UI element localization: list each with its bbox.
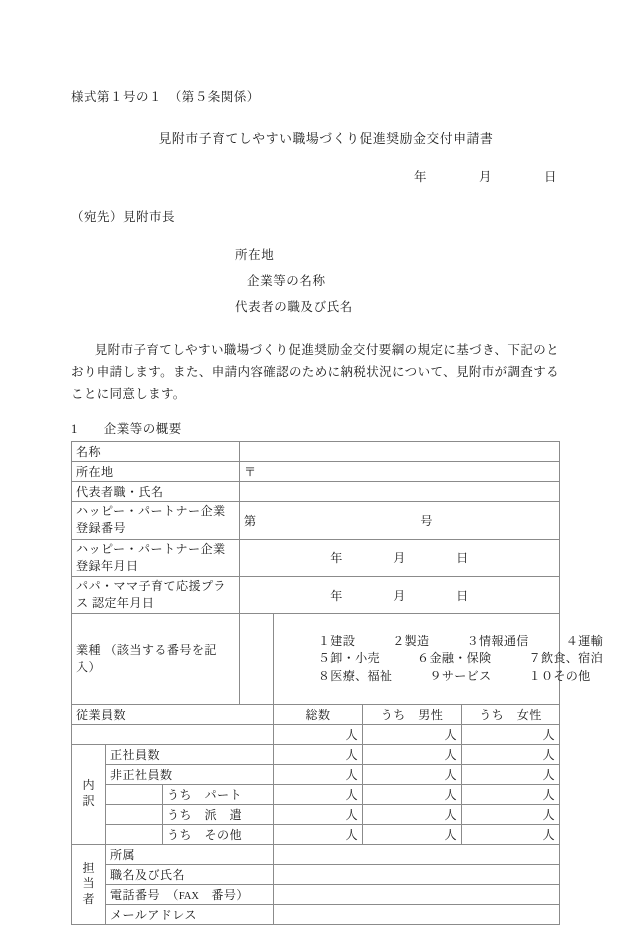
section-heading <box>71 419 559 437</box>
cell-name-value[interactable] <box>240 442 560 462</box>
col-header-total: 総数 <box>274 704 363 724</box>
hp-reg-no-label-line1: ハッピー・パートナー企業 <box>76 504 226 519</box>
industry-options-line3: ８医療、福祉 ９サービス １０その他 <box>317 668 591 683</box>
contact-label-char-2: 当 <box>82 876 95 891</box>
table-row-dispatched <box>72 804 560 824</box>
cell-other-female[interactable]: 人 <box>462 824 560 844</box>
papa-mama-label-line2: 認定年月日 <box>91 596 155 611</box>
cell-contact-name-value[interactable] <box>274 864 560 884</box>
cell-other-total[interactable]: 人 <box>274 824 363 844</box>
cell-industry-options <box>274 614 603 705</box>
cell-sub-spacer-dispatch <box>106 804 163 824</box>
hp-reg-date-label-line2: 登録年月日 <box>76 558 139 573</box>
industry-options-line1: １建設 ２製造 ３情報通信 ４運輸 <box>317 633 603 648</box>
papa-mama-label-line1: パパ・ママ子育て応援プラス <box>76 578 226 611</box>
cell-part-time-female[interactable]: 人 <box>462 784 560 804</box>
cell-industry-answer[interactable] <box>240 614 274 705</box>
cell-representative-value[interactable] <box>240 482 560 502</box>
table-row-name <box>72 442 560 462</box>
cell-hp-reg-no-label <box>72 502 240 539</box>
table-row-hp-registration-date <box>72 539 560 576</box>
cell-dispatched-female[interactable]: 人 <box>462 804 560 824</box>
cell-nonregular-label: 非正社員数 <box>106 764 274 784</box>
cell-regular-label: 正社員数 <box>106 744 274 764</box>
company-overview-table <box>71 441 603 925</box>
contact-label-char-1: 担 <box>82 860 95 875</box>
breakdown-label <box>72 744 106 844</box>
table-row-contact-email <box>72 904 560 924</box>
contact-label <box>72 844 106 924</box>
cell-other-male[interactable]: 人 <box>363 824 462 844</box>
cell-address-value[interactable]: 〒 <box>240 462 560 482</box>
cell-part-time-male[interactable]: 人 <box>363 784 462 804</box>
cell-regular-total[interactable]: 人 <box>274 744 363 764</box>
industry-label-line1: 業種 <box>76 642 101 657</box>
table-row-employees-header <box>72 704 560 724</box>
form-sheet <box>71 88 603 925</box>
body-paragraph-text: 見附市子育てしやすい職場づくり促進奨励金交付要綱の規定に基づき、下記のとおり申請します。また、申請内容確認のために納税状況について、見附市が調査することに同意します。 <box>71 342 559 401</box>
cell-dispatched-male[interactable]: 人 <box>363 804 462 824</box>
document-title: 見附市子育てしやすい職場づくり促進奨励金交付申請書 <box>158 131 494 146</box>
industry-label-line2: （該当する番号を記入） <box>76 642 217 675</box>
cell-part-time-label: うち パート <box>163 784 274 804</box>
cell-regular-female[interactable]: 人 <box>462 744 560 764</box>
table-row-part-time <box>72 784 560 804</box>
body-paragraph <box>71 339 559 406</box>
cell-contact-email-label: メールアドレス <box>106 904 274 924</box>
cell-contact-department-value[interactable] <box>274 844 560 864</box>
table-row-papa-mama-date <box>72 576 560 613</box>
table-row-contact-department <box>72 844 560 864</box>
cell-employees-label: 従業員数 <box>72 704 274 724</box>
cell-name-label: 名称 <box>72 442 240 462</box>
cell-contact-phone-label <box>106 884 274 904</box>
form-number: 様式第１号の１ （第５条関係） <box>71 90 260 104</box>
cell-contact-name-label: 職名及び氏名 <box>106 864 274 884</box>
hp-reg-no-label-line2: 登録番号 <box>76 521 126 536</box>
industry-options-line2: ５卸・小売 ６金融・保険 ７飲食、宿泊 <box>317 651 603 666</box>
table-row-other-nonregular <box>72 824 560 844</box>
cell-employees-total-blank <box>72 724 274 744</box>
table-row-nonregular-employees <box>72 764 560 784</box>
cell-hp-reg-no-value[interactable]: 第 号 <box>240 502 560 539</box>
contact-label-char-3: 者 <box>82 892 95 907</box>
phone-label-suffix: 番号） <box>198 887 249 902</box>
cell-representative-label: 代表者職・氏名 <box>72 482 240 502</box>
applicant-representative-label: 代表者の職及び氏名 <box>235 300 353 315</box>
cell-contact-phone-value[interactable] <box>274 884 560 904</box>
cell-hp-reg-date-value[interactable]: 年 月 日 <box>240 539 560 576</box>
cell-part-time-total[interactable]: 人 <box>274 784 363 804</box>
cell-industry-label <box>72 614 240 705</box>
table-row-representative <box>72 482 560 502</box>
cell-contact-email-value[interactable] <box>274 904 560 924</box>
table-row-employees-total <box>72 724 560 744</box>
phone-label-prefix: 電話番号 （ <box>110 887 179 902</box>
cell-regular-male[interactable]: 人 <box>363 744 462 764</box>
cell-nonregular-total[interactable]: 人 <box>274 764 363 784</box>
col-header-female: うち 女性 <box>462 704 560 724</box>
cell-papa-mama-value[interactable]: 年 月 日 <box>240 576 560 613</box>
cell-address-label: 所在地 <box>72 462 240 482</box>
table-row-hp-registration-number <box>72 502 560 539</box>
addressee: （宛先）見附市長 <box>71 209 176 224</box>
cell-sub-spacer-part <box>106 784 163 804</box>
table-row-contact-phone <box>72 884 560 904</box>
cell-nonregular-male[interactable]: 人 <box>363 764 462 784</box>
hp-reg-date-label-line1: ハッピー・パートナー企業 <box>76 541 226 556</box>
cell-nonregular-female[interactable]: 人 <box>462 764 560 784</box>
application-date-line: 年 月 日 <box>413 169 557 184</box>
cell-hp-reg-date-label <box>72 539 240 576</box>
section-number: 1 <box>71 422 78 437</box>
col-header-male: うち 男性 <box>363 704 462 724</box>
cell-dispatched-label: うち 派 遣 <box>163 804 274 824</box>
cell-sub-spacer-other <box>106 824 163 844</box>
cell-dispatched-total[interactable]: 人 <box>274 804 363 824</box>
cell-total-all[interactable]: 人 <box>274 724 363 744</box>
table-row-address <box>72 462 560 482</box>
applicant-block <box>71 242 559 321</box>
cell-total-male[interactable]: 人 <box>363 724 462 744</box>
fax-label: FAX <box>178 890 199 902</box>
section-title-text: 企業等の概要 <box>103 422 182 437</box>
breakdown-label-char-1: 内 <box>82 778 95 793</box>
cell-papa-mama-label <box>72 576 240 613</box>
cell-total-female[interactable]: 人 <box>462 724 560 744</box>
table-row-industry <box>72 614 560 705</box>
table-row-regular-employees <box>72 744 560 764</box>
applicant-company-name-label: 企業等の名称 <box>247 274 326 288</box>
cell-other-label: うち その他 <box>163 824 274 844</box>
breakdown-label-char-2: 訳 <box>82 794 95 809</box>
applicant-location-label: 所在地 <box>235 247 275 262</box>
table-row-contact-name <box>72 864 560 884</box>
cell-contact-department-label: 所属 <box>106 844 274 864</box>
